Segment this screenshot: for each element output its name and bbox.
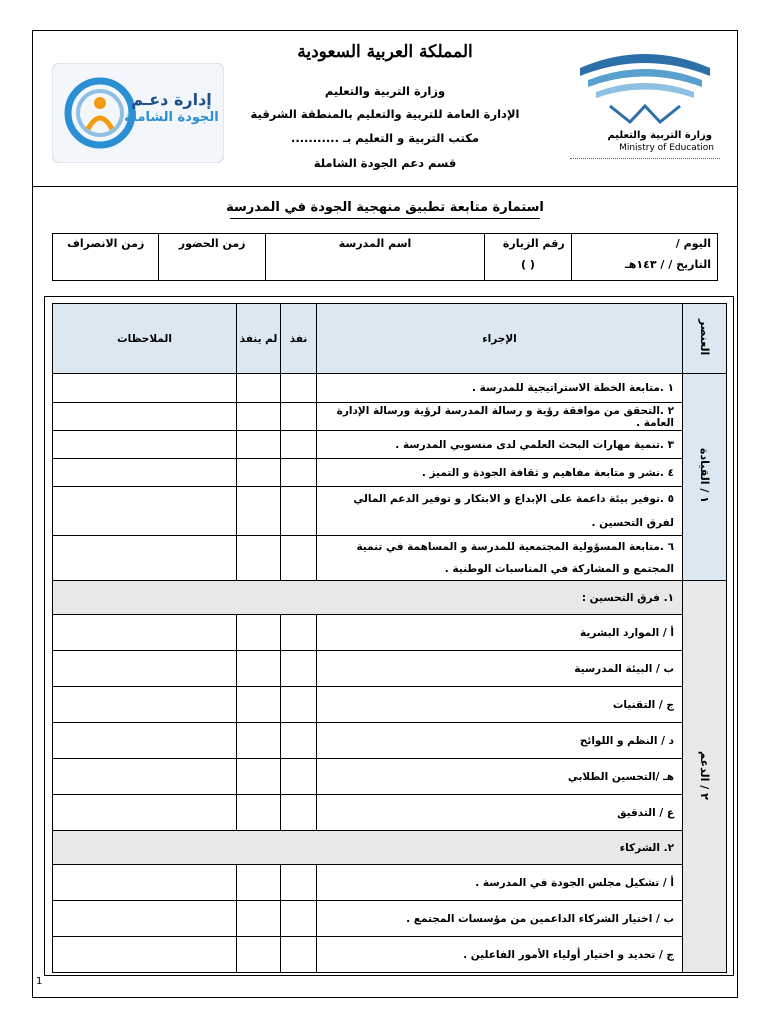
notes-cell[interactable] (53, 403, 237, 431)
notes-cell[interactable] (53, 759, 237, 795)
arrival-label: زمن الحضور (178, 237, 246, 250)
not-done-cell[interactable] (237, 795, 281, 831)
header-notes: الملاحظات (53, 304, 237, 374)
not-done-cell[interactable] (237, 374, 281, 403)
action-cell: ج / التقنيات (317, 687, 683, 723)
ministry-logo-arabic: وزارة التربية والتعليم (607, 130, 712, 141)
table-row (53, 723, 727, 759)
done-cell[interactable] (281, 901, 317, 937)
header-not-done: لم ينفذ (237, 304, 281, 374)
action-cell: ب / اختيار الشركاء الداعمين من مؤسسات المجتمع . (317, 901, 683, 937)
table-row (53, 901, 727, 937)
table-row (53, 651, 727, 687)
notes-cell[interactable] (53, 865, 237, 901)
notes-cell[interactable] (53, 901, 237, 937)
done-cell[interactable] (281, 937, 317, 973)
form-title: استمارة متابعة تطبيق منهجية الجودة في المدرسة (226, 200, 544, 215)
ministry-logo-underline (570, 158, 720, 159)
done-cell[interactable] (281, 795, 317, 831)
notes-cell[interactable] (53, 431, 237, 459)
not-done-cell[interactable] (237, 459, 281, 487)
action-cell: ٢ .التحقق من موافقة رؤية و رسالة المدرسة لرؤية ورسالة الإدارة العامة . (317, 403, 683, 431)
header-done: نفذ (281, 304, 317, 374)
not-done-cell[interactable] (237, 759, 281, 795)
ministry-logo-english: Ministry of Education (619, 143, 714, 153)
visit-label: رقم الزيارة (502, 237, 565, 250)
done-cell[interactable] (281, 759, 317, 795)
notes-cell[interactable] (53, 487, 237, 536)
group-title: ٢. الشركاء (53, 831, 683, 865)
table-row (53, 937, 727, 973)
done-cell[interactable] (281, 651, 317, 687)
table-row (53, 487, 727, 536)
action-cell: ٣ .تنمية مهارات البحث العلمي لدى منسوبي المدرسة . (317, 431, 683, 459)
school-name-cell[interactable] (265, 234, 484, 281)
table-row (53, 687, 727, 723)
day-date-cell[interactable] (571, 234, 717, 281)
table-row (53, 403, 727, 431)
action-cell: ٥ .توفير بيئة داعمة على الإبداع و الابتكار و توفير الدعم المالي لفرق التحسين . (317, 487, 683, 536)
action-cell: ع / التدقيق (317, 795, 683, 831)
not-done-cell[interactable] (237, 865, 281, 901)
not-done-cell[interactable] (237, 937, 281, 973)
not-done-cell[interactable] (237, 687, 281, 723)
done-cell[interactable] (281, 374, 317, 403)
arrival-time-cell[interactable] (159, 234, 265, 281)
quality-logo-line2: الجودة الشاملة (124, 110, 219, 125)
not-done-cell[interactable] (237, 403, 281, 431)
group-title: ١. فرق التحسين : (53, 581, 683, 615)
visit-number-cell[interactable] (485, 234, 571, 281)
header-element: العنصر (683, 304, 727, 374)
table-row (53, 865, 727, 901)
notes-cell[interactable] (53, 937, 237, 973)
header-action: الإجراء (317, 304, 683, 374)
table-row (53, 795, 727, 831)
not-done-cell[interactable] (237, 536, 281, 581)
done-cell[interactable] (281, 459, 317, 487)
notes-cell[interactable] (53, 723, 237, 759)
kingdom-title: المملكة العربية السعودية (297, 42, 473, 62)
document-header (32, 30, 738, 187)
action-cell: د / النظم و اللوائح (317, 723, 683, 759)
done-cell[interactable] (281, 687, 317, 723)
departure-label: زمن الانصراف (67, 237, 145, 250)
ministry-line: وزارة التربية والتعليم (324, 84, 446, 98)
action-cell: أ / الموارد البشرية (317, 615, 683, 651)
group-row-partners (53, 831, 727, 865)
table-header-row (53, 304, 727, 374)
done-cell[interactable] (281, 431, 317, 459)
notes-cell[interactable] (53, 651, 237, 687)
action-cell: أ / تشكيل مجلس الجودة في المدرسة . (317, 865, 683, 901)
directorate-line: الإدارة العامة للتربية والتعليم بالمنطقة الشرقية (250, 107, 520, 121)
group-row-improvement-teams (53, 581, 727, 615)
notes-cell[interactable] (53, 687, 237, 723)
table-row (53, 374, 727, 403)
visit-value: ( ) (521, 258, 535, 271)
school-label: اسم المدرسة (338, 237, 412, 250)
support-element: ٢ / الدعم (683, 581, 727, 973)
notes-cell[interactable] (53, 536, 237, 581)
action-cell: ب / البيئة المدرسية (317, 651, 683, 687)
notes-cell[interactable] (53, 459, 237, 487)
not-done-cell[interactable] (237, 723, 281, 759)
notes-cell[interactable] (53, 795, 237, 831)
not-done-cell[interactable] (237, 487, 281, 536)
office-line: مكتب التربية و التعليم بـ ........... (290, 131, 480, 145)
notes-cell[interactable] (53, 615, 237, 651)
not-done-cell[interactable] (237, 651, 281, 687)
departure-time-cell[interactable] (53, 234, 159, 281)
action-cell: ١ .متابعة الخطة الاستراتيجية للمدرسة . (317, 374, 683, 403)
form-title-underline (230, 218, 540, 219)
visit-info-table (52, 233, 718, 281)
done-cell[interactable] (281, 865, 317, 901)
done-cell[interactable] (281, 487, 317, 536)
not-done-cell[interactable] (237, 615, 281, 651)
not-done-cell[interactable] (237, 901, 281, 937)
action-cell: ٦ .متابعة المسؤولية المجتمعية للمدرسة و المساهمة في تنمية المجتمع و المشاركة في المناسبات الوطنية . (317, 536, 683, 581)
done-cell[interactable] (281, 615, 317, 651)
action-cell: ٤ .نشر و متابعة مفاهيم و ثقافة الجودة و التميز . (317, 459, 683, 487)
done-cell[interactable] (281, 403, 317, 431)
not-done-cell[interactable] (237, 431, 281, 459)
date-label: التاريخ / / ١٤٣هـ (625, 258, 711, 271)
done-cell[interactable] (281, 536, 317, 581)
day-label: اليوم / (675, 237, 711, 250)
table-row (53, 431, 727, 459)
table-row (53, 759, 727, 795)
action-cell: هـ /التحسين الطلابي (317, 759, 683, 795)
table-row (53, 615, 727, 651)
follow-up-table (52, 303, 727, 973)
table-row (53, 459, 727, 487)
page-number: 1 (36, 976, 43, 987)
done-cell[interactable] (281, 723, 317, 759)
action-cell: ج / تحديد و اختيار أولياء الأمور الفاعلين . (317, 937, 683, 973)
table-row (53, 536, 727, 581)
department-line: قسم دعم الجودة الشاملة (313, 156, 457, 170)
leadership-element: ١ / القيادة (683, 374, 727, 581)
quality-logo-line1: إدارة دعـم (131, 90, 212, 109)
notes-cell[interactable] (53, 374, 237, 403)
